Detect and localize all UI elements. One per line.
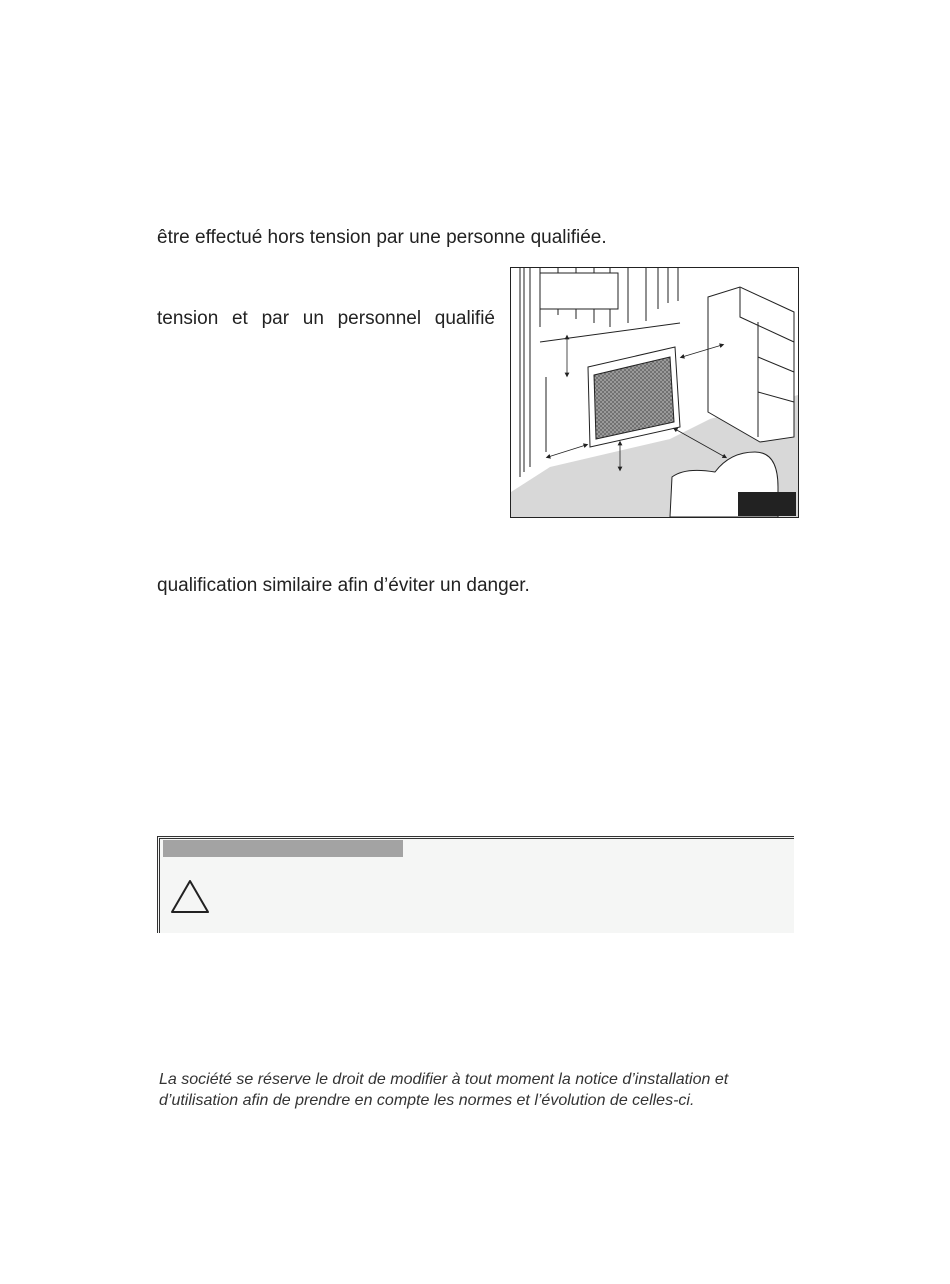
- footer-disclaimer-line-2: d’utilisation afin de prendre en compte les normes et l’évolution de celles-ci.: [159, 1092, 695, 1109]
- footer-disclaimer: [159, 1069, 799, 1111]
- warning-triangle-icon: [170, 879, 210, 915]
- body-text-line-1: être effectué hors tension par une personne qualifiée.: [157, 227, 607, 248]
- warning-header-bar: [163, 840, 403, 857]
- body-text-line-3: qualification similaire afin d’éviter un danger.: [157, 575, 530, 596]
- installation-clearance-figure: [510, 267, 799, 518]
- body-text-line-2: tension et par un personnel qualifié: [157, 308, 495, 329]
- warning-box: [157, 836, 794, 933]
- footer-disclaimer-line-1: La société se réserve le droit de modifier à tout moment la notice d’installation et: [159, 1071, 729, 1088]
- figure-label-box-bottom: [738, 492, 796, 516]
- figure-label-box-top: [540, 273, 618, 309]
- shelf-unit-icon: [708, 287, 794, 442]
